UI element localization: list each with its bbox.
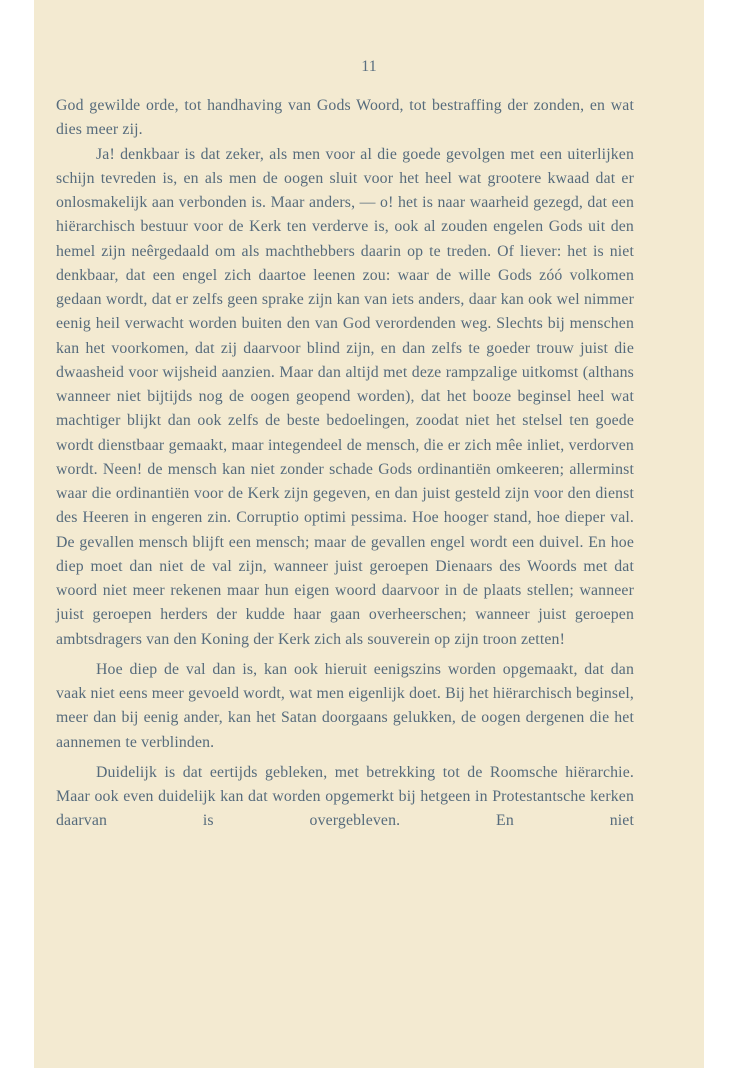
body-text xyxy=(56,94,634,834)
paragraph-4: Duidelijk is dat eertijds gebleken, met betrekking tot de Roomsche hiërarchie. Maar ook even duidelijk kan dat worden opgemerkt bij hetgeen in Protestantsche kerken daarvan is overgebleven. En niet xyxy=(56,763,634,830)
book-page xyxy=(34,0,704,1068)
paragraph-1: God gewilde orde, tot handhaving van Gods Woord, tot bestraffing der zonden, en wat dies meer zij. xyxy=(56,97,634,139)
paragraph-3: Hoe diep de val dan is, kan ook hieruit eenigszins worden opgemaakt, dat dan vaak niet eens meer gevoeld wordt, wat men eigenlijk doet. Bij het hiërarchisch beginsel, meer dan bij eenig ander, kan het Satan doorgaans gelukken, de oogen dergenen die het aannemen te verblinden. xyxy=(56,660,634,751)
page-number: 11 xyxy=(361,58,377,75)
paragraph-2: Ja! denkbaar is dat zeker, als men voor al die goede gevolgen met een uiterlijken schijn tevreden is, en als men de oogen sluit voor het heel wat grootere kwaad dat er onlosmakelijk aan verbonden is. Maar anders, — o! het is naar waarheid gezegd, dat een hiërarchisch bestuur voor de Kerk ten verderve is, ook al zouden engelen Gods uit den hemel zijn neêrgedaald om als machthebbers daarin op te treden. Of liever: het is niet denkbaar, dat een engel zich daartoe leenen zou: waar de wille Gods zóó volkomen gedaan wordt, dat er zelfs geen sprake zijn kan van iets anders, daar kan ook wel nimmer eenig heil verwacht worden buiten den van God verordenden weg. Slechts bij menschen kan het voorkomen, dat zij daarvoor blind zijn, en dan zelfs te goeder trouw juist die dwaasheid voor wijsheid aanzien. Maar dan altijd met deze rampzalige uitkomst (althans wanneer niet bijtijds nog de oogen geopend worden), dat het booze beginsel heel wat machtiger blijkt dan ook zelfs de beste bedoelingen, zoodat niet het stelsel ten goede wordt dienstbaar gemaakt, maar integendeel de mensch, die er zich mêe inliet, verdorven wordt. Neen! de mensch kan niet zonder schade Gods ordinantiën omkeeren; allerminst waar die ordinantiën voor de Kerk zijn gegeven, en dan juist gesteld zijn voor den dienst des Heeren in engeren zin. Corruptio optimi pessima. Hoe hooger stand, hoe dieper val. De gevallen mensch blijft een mensch; maar de gevallen engel wordt een duivel. En hoe diep moet dan niet de val zijn, wanneer juist geroepen Dienaars des Woords met dat woord niet meer rekenen maar hun eigen woord daarvoor in de plaats stellen; wanneer juist geroepen herders der kudde haar gaan overheerschen; wanneer juist geroepen ambtsdragers van den Koning der Kerk zich als souverein op zijn troon zetten! xyxy=(56,145,634,648)
